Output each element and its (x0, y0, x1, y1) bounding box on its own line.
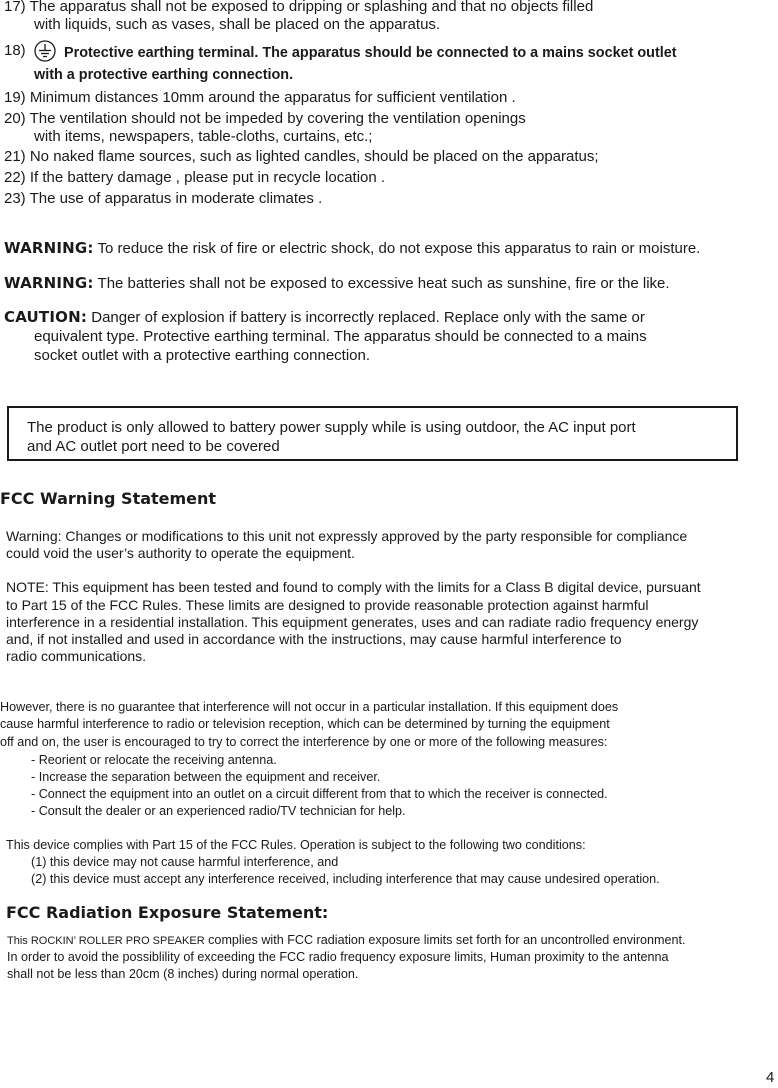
fcc-condition-2: (2) this device must accept any interference received, including interference that may cause undesired operation. (31, 872, 660, 886)
fcc-note-line4: and, if not installed and used in accordance with the instructions, may cause harmful interference to (6, 631, 622, 647)
fcc-however-line2: cause harmful interference to radio or television reception, which can be determined by turning the equipment (0, 717, 610, 731)
radiation-line2-start: In order to avoid the (7, 950, 120, 964)
fcc-note-line5: radio communications. (6, 648, 147, 664)
fcc-measure-3: - Connect the equipment into an outlet on a circuit different from that to which the receiver is connected. (31, 787, 608, 801)
fcc-measure-1: - Reorient or relocate the receiving antenna. (31, 753, 277, 767)
protective-earth-icon (34, 40, 56, 62)
radiation-line3 (7, 966, 358, 982)
fcc-however-line1: However, there is no guarantee that interference will not occur in a particular installation. If this equipment does (0, 700, 619, 714)
item-18-line2: with a protective earthing connection. (34, 67, 294, 83)
fcc-note-line1: NOTE: This equipment has been tested and found to comply with the limits for a Class B digital device, pursuant (6, 579, 701, 595)
fcc-however-line3: off and on, the user is encouraged to try to correct the interference by one or more of the following measures: (0, 735, 608, 749)
radiation-line3-start: shall not be less than (7, 967, 126, 981)
caution-text: Danger of explosion if battery is incorrectly replaced. Replace only with the same or (91, 309, 645, 326)
item-23: 23) The use of apparatus in moderate climates . (4, 190, 323, 207)
warning-text: The batteries shall not be exposed to excessive heat such as sunshine, fire or the like. (97, 275, 670, 292)
radiation-line1 (7, 932, 686, 949)
warning-label: WARNING: (4, 274, 94, 292)
fcc-measure-2: - Increase the separation between the equipment and receiver. (31, 770, 381, 784)
item-22: 22) If the battery damage , please put in recycle location . (4, 169, 386, 186)
item-20-line2: with items, newspapers, table-cloths, curtains, etc.; (34, 128, 373, 145)
item-20-line1: 20) The ventilation should not be impeded by covering the ventilation openings (4, 110, 526, 127)
warning-2 (4, 273, 670, 294)
warning-label: WARNING: (4, 239, 94, 257)
radiation-product-name: This ROCKIN’ ROLLER PRO SPEAKER (7, 935, 205, 947)
fcc-note-line2: to Part 15 of the FCC Rules. These limits are designed to provide reasonable protection against harmful (6, 597, 649, 613)
warning-1 (4, 238, 700, 259)
caution-line3: socket outlet with a protective earthing connection. (34, 347, 371, 364)
caution-line1 (4, 307, 645, 328)
fcc-radiation-heading: FCC Radiation Exposure Statement: (6, 903, 329, 922)
radiation-line1-text: complies with FCC radiation exposure limits set forth for an uncontrolled environment. (204, 933, 686, 947)
item-17-line2: with liquids, such as vases, shall be placed on the apparatus. (34, 16, 441, 33)
item-21: 21) No naked flame sources, such as lighted candles, should be placed on the apparatus; (4, 148, 599, 165)
radiation-line2-text: possiblility of exceeding the FCC radio frequency exposure limits, Human proximity to the antenna (119, 950, 669, 964)
item-17-line1: 17) The apparatus shall not be exposed to dripping or splashing and that no objects filled (4, 0, 594, 15)
fcc-measure-4: - Consult the dealer or an experienced radio/TV technician for help. (31, 804, 406, 818)
radiation-line2 (7, 949, 669, 965)
fcc-warning-line2: could void the user’s authority to operate the equipment. (6, 545, 355, 561)
radiation-line3-text: 20cm (8 inches) during normal operation. (125, 967, 359, 981)
fcc-complies-line: This device complies with Part 15 of the FCC Rules. Operation is subject to the following two conditions: (6, 838, 586, 852)
page-number: 4 (766, 1069, 775, 1086)
item-18-line1: Protective earthing terminal. The apparatus should be connected to a mains socket outlet (64, 45, 677, 61)
notice-line2: and AC outlet port need to be covered (27, 438, 280, 455)
fcc-warning-heading: FCC Warning Statement (0, 489, 217, 508)
caution-label: CAUTION: (4, 308, 88, 326)
item-18-number: 18) (4, 42, 26, 59)
item-19: 19) Minimum distances 10mm around the apparatus for sufficient ventilation . (4, 89, 516, 106)
fcc-condition-1: (1) this device may not cause harmful interference, and (31, 855, 339, 869)
fcc-note-line3: interference in a residential installation. This equipment generates, uses and can radiate radio frequency energy (6, 614, 699, 630)
fcc-warning-line1: Warning: Changes or modifications to this unit not expressly approved by the party responsible for compliance (6, 528, 688, 544)
warning-text: To reduce the risk of fire or electric shock, do not expose this apparatus to rain or moisture. (97, 240, 701, 257)
notice-line1: The product is only allowed to battery power supply while is using outdoor, the AC input port (27, 419, 636, 436)
caution-line2: equivalent type. Protective earthing terminal. The apparatus should be connected to a mains (34, 328, 647, 345)
